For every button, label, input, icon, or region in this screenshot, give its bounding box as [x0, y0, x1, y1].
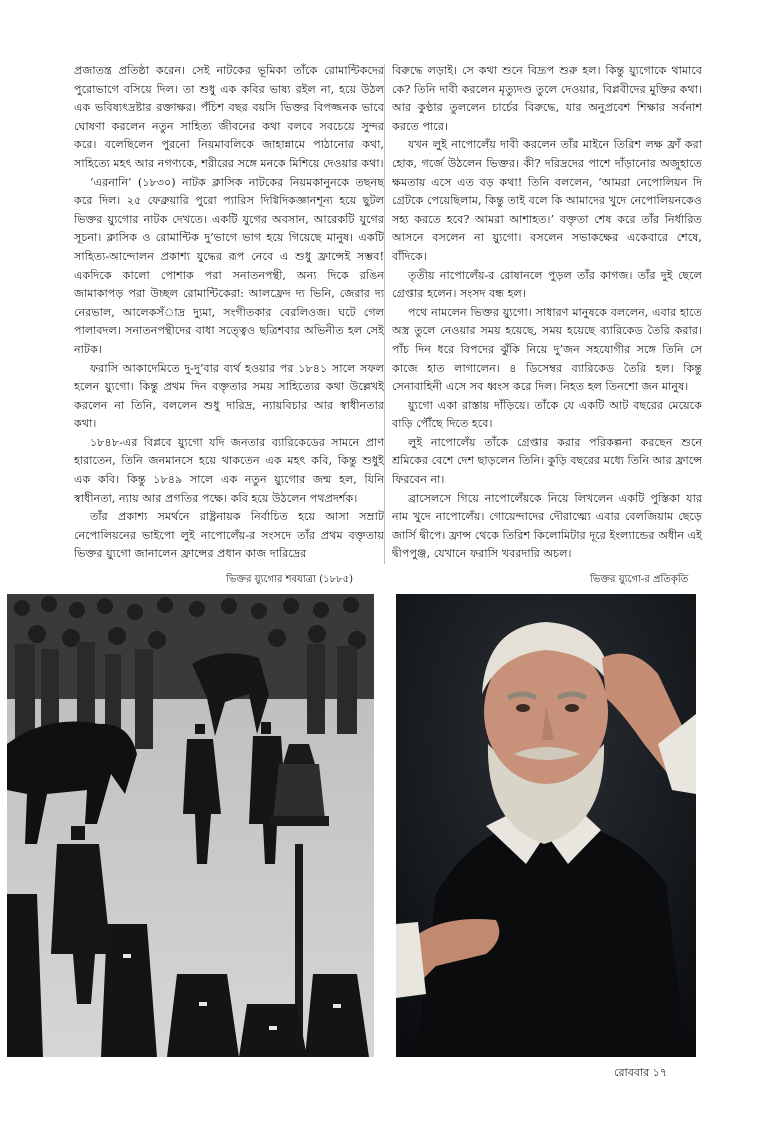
- paragraph: তাঁর প্রকাশ্য সমর্থনে রাষ্ট্রনায়ক নির্বাচিত হয়ে আসা সম্রাট নেপোলিয়নের ভাইপো লুই নাপোলেঁয়-র সংসদে তাঁর প্রথম বক্তৃতায় ভিক্তর য়্যুগো জানালেন ফ্রান্সের প্রধান কাজ দারিদ্রের: [74, 510, 384, 561]
- article-column-right: [392, 62, 702, 570]
- paragraph: বিরুদ্ধে লড়াই। সে কথা শুনে বিদ্রূপ শুরু হল। কিন্তু য়্যুগোকে থামাবে কে? তিনি দাবী করলেন মৃত্যুদণ্ড তুলে দেওয়ার, বিপ্লবীদের মুক্তির কথা। আর কুণ্ঠার তুললেন চার্চের বিরুদ্ধে, যার অনুপ্রবেশ শিক্ষার সর্বনাশ করতে পারে।: [392, 64, 702, 133]
- paragraph: লুই নাপোলেঁয় তাঁকে গ্রেপ্তার করার পরিকল্পনা করছেন শুনে শ্রমিকের বেশে দেশ ছাড়লেন তিনি। কুড়ি বছরের মধ্যে তিনি আর ফ্রান্সে ফিরবেন না।: [392, 435, 702, 487]
- paragraph: ফরাসি আকাদেমিতে দু-দু’বার ব্যর্থ হওয়ার পর ১৮৪১ সালে সফল হলেন য়্যুগো। কিন্তু প্রথম দিন বক্তৃতার সময় সাহিত্যের কথা উল্লেখই করলেন না তিনি, বললেন শুধু দারিদ্র, ন্যায়বিচার আর স্বাধীনতার কথা।: [74, 361, 384, 431]
- paragraph: ১৮৪৮-এর বিপ্লবে য়্যুগো যদি জনতার ব্যারিকেডের সামনে প্রাণ হারাতেন, তিনি জনমানসে হয়ে থাকতেন এক মহৎ কবি, কিন্তু শুধুই এক কবি। কিন্তু ১৮৪৯ সালে এক নতুন য়্যুগোর জন্ম হল, যিনি স্বাধীনতা, ন্যায় আর প্রগতির পক্ষে। কবি হয়ে উঠলেন পথপ্রদর্শক।: [74, 435, 384, 505]
- paragraph: প্রজাতন্ত্র প্রতিষ্ঠা করেন। সেই নাটকের ভূমিকা তাঁকে রোমান্টিকদের পুরোভাগে বসিয়ে দিল। তা শুধু এক কবির ভাষ্য রইল না, হয়ে উঠল এক ভবিষ্যৎদ্রষ্টার রক্তাক্ষর। পঁচিশ বছর বয়সি ভিক্তর বিপজ্জনক ভাবে ঘোষণা করলেন নতুন সাহিত্য জীবনের কথা বলবে সবচেয়ে সুন্দর করে। বলেছিলেন পুরনো নিয়মাবলিকে জাহান্নামে পাঠানোর কথা, সাহিত্যে মহৎ আর নগণ্যকে, শরীরের সঙ্গে মনকে মিশিয়ে দেওয়ার কথা।: [74, 64, 384, 170]
- paragraph: ‘এরনানি’ (১৮৩০) নাটক ক্লাসিক নাটকের নিয়মকানুনকে তছনছ করে দিল। ২৫ ফেব্রুয়ারি পুরো প্যারিস দিগ্বিদিকজ্ঞানশূন্য হয়ে ছুটল ভিক্তর য়্যুগোর নাটক দেখতে। একটি যুগের অবসান, আরেকটি যুগের সূচনা। ক্লাসিক ও রোমান্টিক দু’ভাগে ভাগ হয়ে গিয়েছে মানুষ। একটি সাহিত্য-আন্দোলন প্রকাশ্য যুদ্ধের রূপ নেবে এ শুধু ফ্রান্সেই সম্ভব! একদিকে কালো পোশাক পরা সনাতনপন্থী, অন্য দিকে রঙিন জামাকাপড় পরা উচ্ছল রোমান্টিকেরা: আলফ্রেদ দ্য ভিনি, জেরার দ্য নেরভাল, আলেকসঁাদ্র দ্যুমা, সংগীতকার বেরলিওজ। ঘটে গেল পালাবদল। সনাতনপন্থীদের বাধা সত্ত্বেও ছত্রিশবার অভিনীত হল সেই নাটক।: [74, 175, 384, 356]
- article-column-left: [74, 62, 384, 570]
- funeral-procession-photo: [7, 594, 374, 1057]
- paragraph: যখন লুই নাপোলেঁয় দাবী করলেন তাঁর মাইনে তিরিশ লক্ষ ফ্রাঁ করা হোক, গর্জে উঠলেন ভিক্তর। কী? দরিদ্রদের পাশে দাঁড়ানোর অজুহাতে ক্ষমতায় এসে এত বড় কথা! তিনি বললেন, ‘আমরা নেপোলিয়ন দি গ্রেটকে পেয়েছিলাম, কিন্তু তাই বলে কি আমাদের খুদে নেপোলিয়নকেও সহ্য করতে হবে? আমরা আশাহত।’ বক্তৃতা শেষ করে তাঁর নির্ধারিত আসনে বসলেন না য়্যুগো। বসলেন সভাকক্ষের একেবারে শেষে, বাঁদিকে।: [392, 138, 702, 263]
- paragraph: ব্রাসেলসে গিয়ে নাপোলেঁয়কে নিয়ে লিখলেন একটি পুস্তিকা যার নাম খুদে নাপোলেঁয়। গোয়েন্দাদের দৌরাত্ম্যে এবার বেলজিয়াম ছেড়ে জার্সি দ্বীপে। ফ্রান্স থেকে তিরিশ কিলোমিটার দূরে ইংল্যান্ডের অধীন এই দ্বীপপুঞ্জ, যেখানে ফরাসি খবরদারি অচল।: [392, 491, 702, 561]
- page-folio: রোববার ১৭: [614, 1066, 667, 1079]
- paragraph: য়্যুগো একা রাস্তায় দাঁড়িয়ে। তাঁকে যে একটি আট বছরের মেয়েকে বাড়ি পৌঁছে দিতে হবে।: [392, 398, 702, 431]
- portrait-photo: [396, 594, 696, 1057]
- caption-portrait: ভিক্তর য়্যুগো-র প্রতিকৃতি: [590, 574, 689, 585]
- column-divider: [384, 64, 385, 564]
- paragraph: তৃতীয় নাপোলেঁয়-র রোষানলে পুড়ল তাঁর কাগজ। তাঁর দুই ছেলে গ্রেপ্তার হলেন। সংসদ বন্ধ হল।: [392, 268, 702, 301]
- paragraph: পথে নামলেন ভিক্তর য়্যুগো। সাধারণ মানুষকে বললেন, এবার হাতে অস্ত্র তুলে নেওয়ার সময় হয়েছে, সময় হয়েছে ব্যারিকেড তৈরি করার। পাঁচ দিন ধরে বিপদের ঝুঁকি নিয়ে দু’জন সহযোগীর সঙ্গে তিনি সে কাজে হাত লাগালেন। ৪ ডিসেম্বর ব্যারিকেড তৈরি হল। কিন্তু সেনাবাহিনী এসে সব ধ্বংস করে দিল। নিহত হল তিনশো জন মানুষ।: [392, 305, 702, 394]
- caption-funeral-photo: ভিক্তর য়্যুগোর শবযাত্রা (১৮৮৫): [226, 574, 353, 585]
